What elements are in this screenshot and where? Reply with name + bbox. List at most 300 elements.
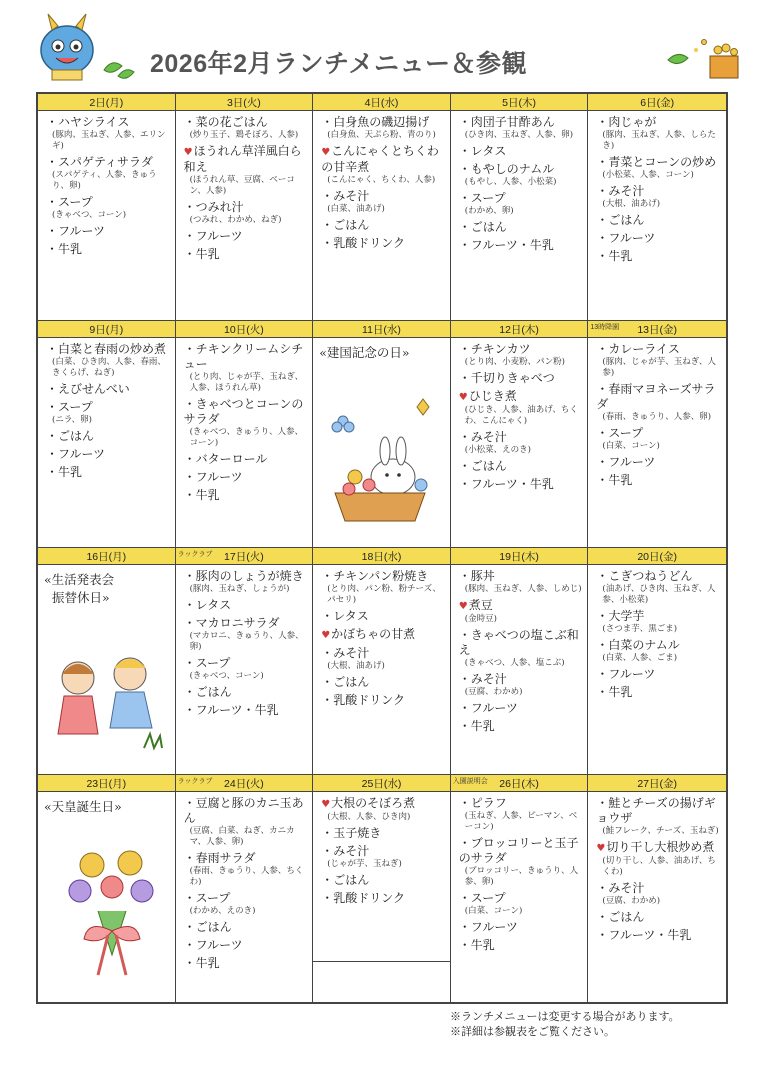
menu-item-ingredients: (鮭フレーク、チーズ、玉ねぎ) <box>602 826 719 836</box>
flower-bouquet-illustration <box>58 835 168 985</box>
day-cell <box>588 548 726 775</box>
day-date: 13日(金) <box>637 323 678 336</box>
menu-item-ingredients: (きゃべつ、コーン) <box>52 210 127 220</box>
menu-item <box>184 685 308 700</box>
menu-item <box>321 891 445 906</box>
menu-item <box>46 242 170 257</box>
footnote-details: ※詳細は参観表をご覧ください。 <box>450 1026 615 1038</box>
holiday-label: «天皇誕生日» <box>44 799 122 814</box>
menu-item-name: ・乳酸ドリンク <box>321 236 405 250</box>
day-date: 19日(木) <box>499 550 539 563</box>
day-cell <box>451 94 589 321</box>
menu-item-name: ・ごはん <box>183 920 232 934</box>
menu-item-ingredients: (豆腐、白菜、ねぎ、カニカマ、人参、卵) <box>189 826 295 847</box>
menu-item-ingredients: (白菜、人参、ごま) <box>602 653 678 663</box>
menu-item <box>321 218 445 233</box>
menu-item-name: ・えびせんべい <box>46 382 130 396</box>
menu-item-ingredients: (マカロニ、きゅうり、人参、卵) <box>189 631 304 652</box>
menu-item <box>596 840 721 878</box>
menu-item-name: ・フルーツ <box>596 231 656 245</box>
day-date: 9日(月) <box>89 323 124 336</box>
menu-item-ingredients: (炒り玉子、鶏そぼろ、人参) <box>189 130 299 140</box>
menu-item-name: ・鮭とチーズの揚げギョウザ <box>596 796 716 825</box>
menu-item <box>596 342 721 379</box>
day-header <box>313 94 450 111</box>
menu-item-ingredients: (白菜、コーン) <box>464 906 523 916</box>
menu-item <box>459 628 583 669</box>
menu-item <box>459 371 583 386</box>
day-cell <box>451 775 589 1002</box>
menu-item <box>596 638 721 664</box>
day-date: 12日(木) <box>499 323 539 336</box>
day-header <box>451 94 588 111</box>
menu-item <box>184 229 308 244</box>
menu-item <box>459 162 583 188</box>
menu-item <box>321 796 445 823</box>
day-date: 24日(火) <box>224 777 264 790</box>
day-date: 26日(木) <box>499 777 539 790</box>
day-date: 4日(水) <box>364 96 399 109</box>
menu-item <box>184 956 308 971</box>
menu-item <box>184 616 308 653</box>
day-header <box>451 775 588 792</box>
menu-item-name: ・白菜のナムル <box>596 638 680 652</box>
menu-item-name: ・みそ汁 <box>321 189 370 203</box>
day-cell <box>38 548 176 775</box>
menu-item <box>46 195 170 221</box>
menu-item <box>596 426 721 452</box>
day-cell <box>588 94 726 321</box>
menu-item-name: ・牛乳 <box>596 249 633 263</box>
menu-item-name: ・牛乳 <box>46 465 83 479</box>
menu-item-name: ・青菜とコーンの炒め <box>596 155 717 169</box>
menu-item <box>46 342 170 379</box>
menu-item-name: ・もやしのナムル <box>458 162 555 176</box>
menu-item-ingredients: (豚肉、玉ねぎ、人参、エリンギ) <box>52 130 166 151</box>
oni-mascot-icon <box>34 10 100 82</box>
menu-item-name: ・フルーツ <box>183 938 243 952</box>
menu-item-name: ・スープ <box>183 891 231 905</box>
menu-item-name: ・牛乳 <box>458 938 495 952</box>
menu-item <box>184 470 308 485</box>
menu-item-name: ・フルーツ <box>46 447 106 461</box>
menu-item-ingredients: (大根、油あげ) <box>327 661 385 671</box>
menu-item-ingredients: (油あげ、ひき肉、玉ねぎ、人参、小松菜) <box>602 584 716 605</box>
menu-item-ingredients: (スパゲティ、人参、きゅうり、卵) <box>52 170 157 191</box>
menu-item <box>184 851 308 888</box>
menu-item-name: ・みそ汁 <box>321 646 370 660</box>
menu-list <box>588 111 726 264</box>
menu-item <box>184 247 308 262</box>
menu-item-name: ・レタス <box>183 598 232 612</box>
menu-item-ingredients: (ひき肉、玉ねぎ、人参、卵) <box>464 130 574 140</box>
menu-item-ingredients: (きゃべつ、コーン) <box>189 671 264 681</box>
menu-item-name: ・レタス <box>458 144 507 158</box>
menu-item-name: ・牛乳 <box>596 685 633 699</box>
day-note: ラックラブ <box>177 778 213 785</box>
day-header <box>588 94 726 111</box>
menu-item-ingredients: (大根、人参、ひき肉) <box>327 812 411 822</box>
menu-item <box>596 213 721 228</box>
menu-item <box>46 400 170 426</box>
menu-item-name: ・マカロニサラダ <box>183 616 280 630</box>
menu-item <box>184 920 308 935</box>
menu-item <box>596 685 721 700</box>
menu-item-name: ・乳酸ドリンク <box>321 693 405 707</box>
menu-item <box>596 910 721 925</box>
menu-item-name: ・フルーツ・牛乳 <box>458 238 554 252</box>
menu-item-ingredients: (小松菜、えのき) <box>464 445 531 455</box>
day-header <box>313 548 450 565</box>
day-date: 20日(金) <box>637 550 678 563</box>
cell-divider <box>313 961 450 962</box>
day-cell <box>38 321 176 548</box>
day-header <box>38 548 175 565</box>
menu-item <box>184 891 308 917</box>
menu-item-name: ・フルーツ <box>596 455 656 469</box>
menu-item <box>596 455 721 470</box>
menu-item <box>46 224 170 239</box>
menu-item-name: ・フルーツ <box>183 470 243 484</box>
day-cell <box>451 321 589 548</box>
menu-item-ingredients: (豆腐、わかめ) <box>464 687 523 697</box>
menu-item <box>321 826 445 841</box>
menu-item-ingredients: (さつま芋、黒ごま) <box>602 624 678 634</box>
menu-item-name: ・レタス <box>321 609 369 623</box>
day-header <box>313 775 450 792</box>
menu-item <box>184 452 308 467</box>
menu-item-name: ・スープ <box>46 400 93 414</box>
day-date: 11日(水) <box>362 323 401 336</box>
day-date: 27日(金) <box>637 777 678 790</box>
menu-item-name: ・チキンパン粉焼き <box>321 569 429 583</box>
menu-item <box>321 189 445 215</box>
day-cell <box>313 94 451 321</box>
holiday-label: «建国記念の日» <box>319 345 410 360</box>
menu-item-name: ・牛乳 <box>183 488 220 502</box>
menu-item-name: ・玉子焼き <box>321 826 382 840</box>
menu-item-ingredients: (春雨、きゅうり、人参、ちくわ) <box>189 866 304 887</box>
menu-item-name: ・ごはん <box>458 220 507 234</box>
menu-item-name: ・白菜と春雨の炒め煮 <box>46 342 167 356</box>
menu-item <box>459 836 583 888</box>
day-cell <box>176 775 314 1002</box>
menu-list <box>451 338 588 492</box>
menu-list <box>588 565 726 700</box>
day-header <box>588 548 726 565</box>
menu-item-ingredients: (豚肉、玉ねぎ、人参、しらたき) <box>602 130 716 151</box>
day-date: 5日(木) <box>502 96 537 109</box>
menu-item <box>459 430 583 456</box>
menu-item-ingredients: (白身魚、天ぷら粉、青のり) <box>327 130 436 140</box>
menu-item-name: ・ピラフ <box>458 796 507 810</box>
menu-list <box>588 792 726 943</box>
menu-item <box>321 609 445 624</box>
menu-item-name: ・豚肉のしょうが焼き <box>183 569 304 583</box>
menu-item <box>596 796 721 837</box>
menu-item-name: ・カレーライス <box>596 342 680 356</box>
menu-list <box>176 565 313 718</box>
day-header <box>176 548 313 565</box>
day-header <box>588 775 726 792</box>
menu-item-ingredients: (もやし、人参、小松菜) <box>464 177 557 187</box>
menu-list <box>451 565 588 734</box>
menu-item-name: ・豚丼 <box>458 569 495 583</box>
menu-item <box>596 609 721 635</box>
menu-list <box>313 111 450 251</box>
menu-item-ingredients: (とり肉、小麦粉、パン粉) <box>464 357 565 367</box>
menu-item <box>46 155 170 192</box>
menu-item-name: ・フルーツ <box>596 667 656 681</box>
menu-item <box>596 115 721 152</box>
menu-item-name: 切り干し大根炒め煮 <box>606 840 715 854</box>
menu-item-ingredients: (とり肉、じゃが芋、玉ねぎ、人参、ほうれん草) <box>189 372 304 393</box>
day-header <box>451 321 588 338</box>
day-header <box>176 775 313 792</box>
menu-item <box>596 569 721 606</box>
day-cell <box>38 775 176 1002</box>
menu-item-ingredients: (ブロッコリー、きゅうり、人参、卵) <box>464 866 579 887</box>
children-illustration <box>44 638 170 758</box>
menu-item-name: ・きゃべつとコーンのサラダ <box>183 397 304 426</box>
menu-item <box>321 693 445 708</box>
menu-list <box>38 338 175 480</box>
menu-item-ingredients: (豚肉、玉ねぎ、しょうが) <box>189 584 290 594</box>
menu-item-name: ・スープ <box>458 191 506 205</box>
menu-item <box>46 382 170 397</box>
day-cell <box>588 775 726 1002</box>
day-header <box>38 94 175 111</box>
day-header <box>451 548 588 565</box>
menu-item <box>459 569 583 595</box>
menu-list <box>176 111 313 262</box>
day-header <box>313 321 450 338</box>
menu-item-ingredients: (豚肉、じゃが芋、玉ねぎ、人参) <box>602 357 716 378</box>
menu-item <box>321 627 445 643</box>
menu-item-name: ・ごはん <box>183 685 232 699</box>
menu-item-name: ・きゃべつの塩こぶ和え <box>458 628 579 657</box>
menu-item <box>459 598 583 625</box>
menu-item <box>321 844 445 870</box>
menu-item-name: 煮豆 <box>468 598 493 612</box>
menu-item <box>596 473 721 488</box>
menu-item <box>459 342 583 368</box>
day-date: 25日(水) <box>361 777 402 790</box>
bunny-flowers-illustration <box>321 381 441 531</box>
bean-box-icon <box>664 30 744 86</box>
menu-item-ingredients: (金時豆) <box>464 614 497 624</box>
menu-item-name: ・肉団子甘酢あん <box>458 115 555 129</box>
menu-item <box>459 220 583 235</box>
menu-item <box>459 238 583 253</box>
menu-list <box>451 792 588 953</box>
menu-item-name: ・牛乳 <box>596 473 633 487</box>
menu-item-name: ・豆腐と豚のカニ玉あん <box>183 796 304 825</box>
menu-item-ingredients: (玉ねぎ、人参、ピーマン、ベーコン) <box>464 811 578 832</box>
menu-item <box>596 155 721 181</box>
menu-item-ingredients: (春雨、きゅうり、人参、卵) <box>602 412 712 422</box>
menu-item <box>459 672 583 698</box>
menu-item <box>184 703 308 718</box>
menu-item-ingredients: (豆腐、わかめ) <box>602 896 661 906</box>
menu-item <box>184 598 308 613</box>
menu-item <box>46 465 170 480</box>
menu-item <box>596 231 721 246</box>
menu-item <box>459 459 583 474</box>
menu-item-name: ・フルーツ・牛乳 <box>596 928 692 942</box>
menu-item-name: ・チキンクリームシチュー <box>183 342 304 371</box>
menu-item <box>46 429 170 444</box>
menu-item <box>321 873 445 888</box>
menu-item-ingredients: (わかめ、えのき) <box>189 906 256 916</box>
menu-list <box>451 111 588 253</box>
footnote-change: ※ランチメニューは変更する場合があります。 <box>450 1011 680 1023</box>
day-date: 2日(月) <box>89 96 124 109</box>
day-cell <box>588 321 726 548</box>
menu-item <box>321 115 445 141</box>
menu-item-name: ・ごはん <box>46 429 95 443</box>
menu-item <box>321 675 445 690</box>
menu-item-ingredients: (ほうれん草、豆腐、ベーコン、人参) <box>189 175 295 196</box>
menu-item-name: ・ごはん <box>321 873 370 887</box>
day-date: 23日(月) <box>86 777 127 790</box>
menu-item-name: ・ごはん <box>596 213 645 227</box>
menu-item <box>596 382 721 423</box>
menu-item-ingredients: (じゃが芋、玉ねぎ) <box>327 859 402 869</box>
menu-item-name: ・フルーツ <box>458 920 518 934</box>
menu-list <box>313 565 450 708</box>
day-date: 3日(火) <box>226 96 261 109</box>
menu-item-name: ひじき煮 <box>468 389 517 403</box>
menu-item-name: ・ごはん <box>596 910 645 924</box>
day-cell <box>176 548 314 775</box>
menu-item-name: ・バターロール <box>183 452 268 466</box>
menu-item-name: ・ブロッコリーと玉子のサラダ <box>458 836 579 865</box>
day-cell <box>451 548 589 775</box>
menu-item-name: ・みそ汁 <box>458 430 507 444</box>
day-cell <box>313 321 451 548</box>
menu-item <box>596 667 721 682</box>
menu-item-name: かぼちゃの甘煮 <box>331 627 416 641</box>
menu-item-name: ・ごはん <box>321 675 370 689</box>
day-date: 16日(月) <box>86 550 127 563</box>
menu-item-ingredients: (豚肉、玉ねぎ、人参、しめじ) <box>464 584 582 594</box>
menu-item-name: ・ごはん <box>458 459 507 473</box>
menu-item-name: ・フルーツ <box>46 224 106 238</box>
menu-item <box>596 881 721 907</box>
menu-item-ingredients: (きゃべつ、きゅうり、人参、コーン) <box>189 427 304 448</box>
day-cell <box>176 321 314 548</box>
day-note: 13時降園 <box>590 324 620 331</box>
menu-item-name: ・春雨マヨネーズサラダ <box>596 382 716 411</box>
menu-item <box>184 569 308 595</box>
menu-item <box>184 342 308 394</box>
menu-item-name: ・大学芋 <box>596 609 645 623</box>
menu-item-name: ・菜の花ごはん <box>183 115 268 129</box>
menu-item <box>321 236 445 251</box>
menu-item-ingredients: (白菜、コーン) <box>602 441 660 451</box>
menu-item <box>46 115 170 152</box>
day-date: 6日(金) <box>640 96 675 109</box>
leaves-icon <box>100 52 136 82</box>
menu-item-name: ・肉じゃが <box>596 115 657 129</box>
menu-item <box>596 928 721 943</box>
menu-item <box>184 938 308 953</box>
day-cell <box>313 775 451 1002</box>
menu-item-name: ・スパゲティサラダ <box>46 155 153 169</box>
menu-item-name: ・つみれ汁 <box>183 200 244 214</box>
menu-item-name: ・みそ汁 <box>321 844 370 858</box>
menu-item-name: ・フルーツ <box>183 229 243 243</box>
menu-item <box>321 646 445 672</box>
page-title: 2026年2月ランチメニュー＆参観 <box>150 50 528 78</box>
menu-item <box>459 938 583 953</box>
menu-item <box>596 249 721 264</box>
day-cell <box>38 94 176 321</box>
menu-list <box>313 792 450 906</box>
menu-item <box>459 920 583 935</box>
menu-calendar <box>36 92 728 1004</box>
menu-list <box>38 111 175 257</box>
menu-item-name: ・牛乳 <box>183 956 220 970</box>
menu-item-name: ・スープ <box>596 426 644 440</box>
footnotes <box>450 1010 680 1040</box>
menu-item <box>459 701 583 716</box>
menu-item <box>459 191 583 217</box>
menu-item-name: ・みそ汁 <box>596 881 645 895</box>
menu-item <box>184 488 308 503</box>
menu-item <box>184 200 308 226</box>
menu-item <box>459 477 583 492</box>
day-cell <box>313 548 451 775</box>
menu-item-name: ・チキンカツ <box>458 342 531 356</box>
menu-item-ingredients: (こんにゃく、ちくわ、人参) <box>327 175 436 185</box>
menu-item-ingredients: (わかめ、卵) <box>464 206 514 216</box>
menu-item <box>596 184 721 210</box>
menu-item-ingredients: (大根、油あげ) <box>602 199 661 209</box>
menu-list <box>588 338 726 488</box>
menu-item <box>459 389 583 427</box>
day-note: 入園説明会 <box>452 778 488 785</box>
menu-item-ingredients: (白菜、油あげ) <box>327 204 385 214</box>
menu-list <box>176 792 313 971</box>
menu-item-ingredients: (きゃべつ、人参、塩こぶ) <box>464 658 565 668</box>
menu-item-name: ・牛乳 <box>46 242 83 256</box>
menu-item-ingredients: (小松菜、人参、コーン) <box>602 170 694 180</box>
menu-item-ingredients: (ひじき、人参、油あげ、ちくわ、こんにゃく) <box>464 405 578 426</box>
menu-item-ingredients: (白菜、ひき肉、人参、春雨、きくらげ、ねぎ) <box>52 357 166 378</box>
menu-item <box>459 144 583 159</box>
menu-item-name: ・ごはん <box>321 218 370 232</box>
menu-item <box>184 796 308 848</box>
menu-item <box>184 115 308 141</box>
menu-item-name: ・フルーツ・牛乳 <box>458 477 554 491</box>
menu-item-name: ・フルーツ・牛乳 <box>183 703 279 717</box>
holiday-label: «生活発表会 振替休日» <box>44 572 115 605</box>
day-date: 10日(火) <box>224 323 264 336</box>
menu-item-ingredients: (ニラ、卵) <box>52 415 92 425</box>
menu-item-name: ・ハヤシライス <box>46 115 130 129</box>
day-header <box>588 321 726 338</box>
day-header <box>38 321 175 338</box>
menu-item <box>459 891 583 917</box>
menu-item <box>184 397 308 449</box>
menu-item <box>184 656 308 682</box>
menu-item-name: ・みそ汁 <box>596 184 645 198</box>
day-date: 18日(水) <box>361 550 402 563</box>
menu-item <box>459 115 583 141</box>
menu-item-ingredients: (つみれ、わかめ、ねぎ) <box>189 215 282 225</box>
